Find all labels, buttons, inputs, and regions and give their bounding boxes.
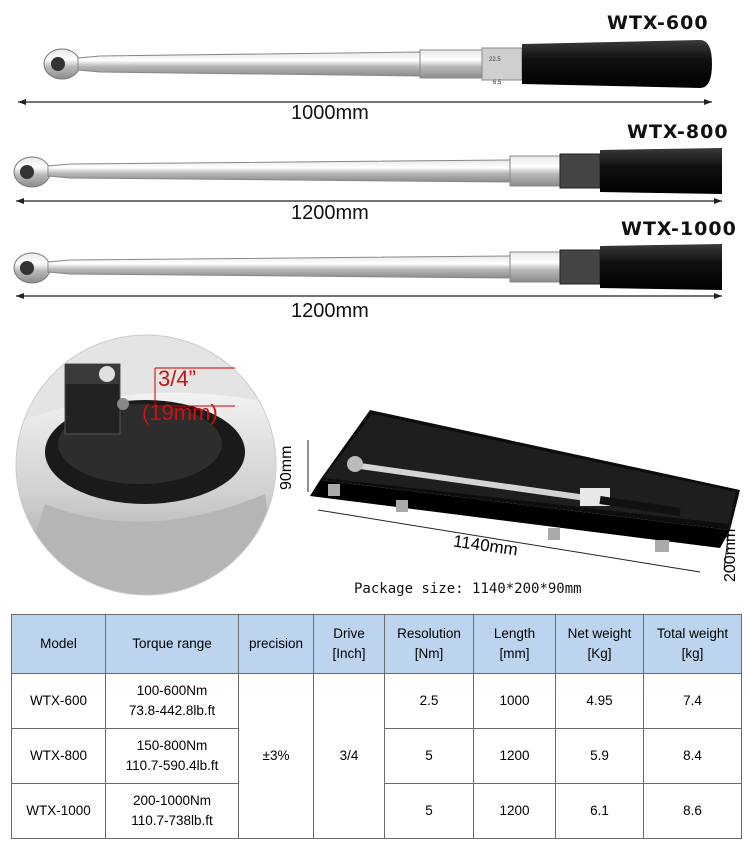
column-header: Resolution [Nm] xyxy=(385,615,474,674)
case-height-label: 90mm xyxy=(278,445,295,490)
column-header: Torque range xyxy=(106,615,239,674)
wrench-model-label: WTX-1000 xyxy=(621,218,737,240)
model-cell: WTX-800 xyxy=(12,729,106,784)
package-size xyxy=(354,581,582,597)
case-width-label: 200mm xyxy=(722,528,739,582)
column-header: Model xyxy=(12,615,106,674)
torque-cell: 150-800Nm 110.7-590.4lb.ft xyxy=(106,729,239,784)
torque-wrench-image xyxy=(0,36,750,116)
torque-wrench-image xyxy=(0,140,750,210)
wrench-model-label: WTX-600 xyxy=(607,12,709,34)
table-row xyxy=(12,674,742,729)
length-cell: 1200 xyxy=(474,784,556,839)
wrench-length-label: 1000mm xyxy=(291,102,369,124)
column-header: Total weight [kg] xyxy=(644,615,742,674)
wrench-model-label: WTX-800 xyxy=(627,121,729,143)
wrench-length-label: 1200mm xyxy=(291,300,369,322)
column-header: Drive [Inch] xyxy=(314,615,385,674)
scale-mark: 6.5 xyxy=(493,80,502,86)
scale-mark: 22.5 xyxy=(489,57,501,63)
torque-cell: 200-1000Nm 110.7-738lb.ft xyxy=(106,784,239,839)
spec-table xyxy=(11,614,742,839)
carry-case-image xyxy=(300,400,750,580)
model-cell: WTX-600 xyxy=(12,674,106,729)
resolution-cell: 2.5 xyxy=(385,674,474,729)
total-weight-cell: 8.4 xyxy=(644,729,742,784)
column-header: Length [mm] xyxy=(474,615,556,674)
length-cell: 1000 xyxy=(474,674,556,729)
case-length-label: 1140mm xyxy=(452,531,519,560)
total-weight-cell: 7.4 xyxy=(644,674,742,729)
torque-cell: 100-600Nm 73.8-442.8lb.ft xyxy=(106,674,239,729)
drive-size-label: 3/4” xyxy=(158,366,196,391)
net-weight-cell: 6.1 xyxy=(556,784,644,839)
drive-cell: 3/4 xyxy=(314,674,385,839)
resolution-cell: 5 xyxy=(385,784,474,839)
column-header: Net weight [Kg] xyxy=(556,615,644,674)
wrench-length-label: 1200mm xyxy=(291,202,369,224)
package-size-label: Package size: xyxy=(354,581,464,597)
drive-metric-label: (19mm) xyxy=(142,400,218,425)
torque-wrench-image xyxy=(0,238,750,308)
precision-cell: ±3% xyxy=(239,674,314,839)
package-size-value: 1140*200*90mm xyxy=(472,581,582,597)
net-weight-cell: 4.95 xyxy=(556,674,644,729)
length-cell: 1200 xyxy=(474,729,556,784)
total-weight-cell: 8.6 xyxy=(644,784,742,839)
model-cell: WTX-1000 xyxy=(12,784,106,839)
drive-head-closeup xyxy=(15,334,277,596)
resolution-cell: 5 xyxy=(385,729,474,784)
column-header: precision xyxy=(239,615,314,674)
table-header-row xyxy=(12,615,742,674)
net-weight-cell: 5.9 xyxy=(556,729,644,784)
